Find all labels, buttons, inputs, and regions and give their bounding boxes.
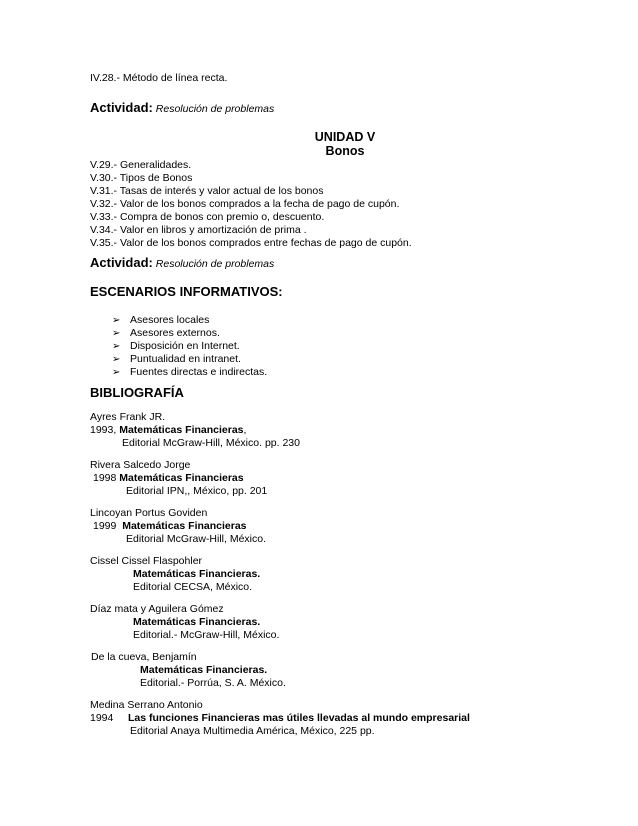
bib-year-title: 1993, Matemáticas Financieras, [90,424,247,436]
bib-year-title [93,520,247,533]
bib-publisher: Editorial CECSA, México. [133,581,253,593]
activity-label: Actividad: [90,255,153,270]
list-item: ➢ Asesores externos. [112,327,220,339]
unit-item: V.30.- Tipos de Bonos [90,172,193,184]
bib-title: Matemáticas Financieras [122,520,247,532]
bib-publisher: Editorial.- McGraw-Hill, México. [133,629,280,641]
unit-subtitle: Bonos [325,144,365,158]
unit-title: UNIDAD V [314,130,376,144]
unit-item: V.31.- Tasas de interés y valor actual de los bonos [90,185,324,197]
unit-item: V.32.- Valor de los bonos comprados a la fecha de pago de cupón. [90,198,400,210]
activity-line [90,256,274,271]
bib-author: Rivera Salcedo Jorge [90,459,191,471]
list-item: ➢ Disposición en Internet. [112,340,240,352]
arrow-bullet-icon: ➢ [112,328,121,339]
bib-publisher: Editorial McGraw-Hill, México. pp. 230 [122,437,300,449]
bib-publisher: Editorial IPN,, México, pp. 201 [126,485,268,497]
bib-year-title [90,712,470,725]
bib-publisher: Editorial McGraw-Hill, México. [126,533,267,545]
arrow-bullet-icon: ➢ [112,315,121,326]
bib-year-title [93,472,244,485]
bib-year: 1993, [90,424,117,436]
activity-text: Resolución de problemas [155,103,275,115]
bib-author: De la cueva, Benjamín [91,651,197,663]
unit-item: V.35.- Valor de los bonos comprados entre fechas de pago de cupón. [90,237,412,249]
unit-item: V.29.- Generalidades. [90,159,192,171]
unit-item: V.33.- Compra de bonos con premio o, descuento. [90,211,325,223]
activity-label: Actividad: [90,100,153,115]
bib-title: Las funciones Financieras mas útiles llevadas al mundo empresarial [127,712,470,724]
activity-line [90,101,274,116]
section-item-iv28: IV.28.- Método de línea recta. [90,72,228,84]
bib-author: Lincoyan Portus Goviden [90,507,208,519]
arrow-bullet-icon: ➢ [112,354,121,365]
activity-text: Resolución de problemas [155,258,275,270]
bib-title: Matemáticas Financieras [119,472,244,484]
bib-author: Díaz mata y Aguilera Gómez [90,603,224,615]
scenarios-heading: ESCENARIOS INFORMATIVOS: [90,284,283,299]
bib-publisher: Editorial Anaya Multimedia América, México, 225 pp. [130,725,375,737]
bibliography-heading: BIBLIOGRAFÍA [90,385,184,400]
bib-year: 1999 [93,520,117,532]
bib-title: Matemáticas Financieras. [133,616,261,628]
bib-author: Cissel Cissel Flaspohler [90,555,203,567]
arrow-bullet-icon: ➢ [112,367,121,378]
bib-title: Matemáticas Financieras [119,424,244,436]
bib-title: Matemáticas Financieras. [133,568,261,580]
bib-author: Ayres Frank JR. [90,411,166,423]
list-item: ➢ Asesores locales [112,314,210,326]
list-item: ➢ Puntualidad en intranet. [112,353,241,365]
list-item: ➢ Fuentes directas e indirectas. [112,366,268,378]
unit-item: V.34.- Valor en libros y amortización de prima . [90,224,307,236]
bib-title: Matemáticas Financieras. [140,664,268,676]
bib-author: Medina Serrano Antonio [90,699,203,711]
bib-year: 1998 [93,472,117,484]
bib-publisher: Editorial.- Porrúa, S. A. México. [140,677,286,689]
bib-year: 1994 [90,712,114,724]
arrow-bullet-icon: ➢ [112,341,121,352]
